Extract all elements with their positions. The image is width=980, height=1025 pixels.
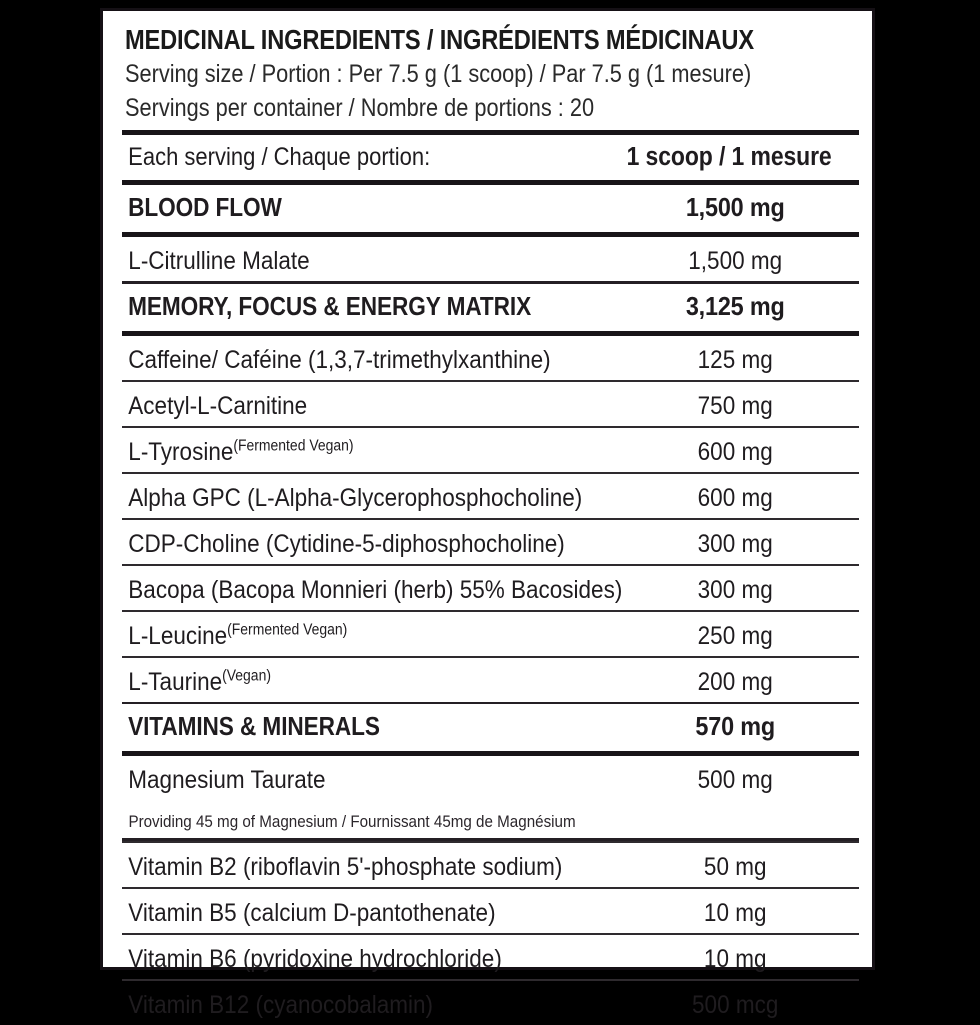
footnote-row xyxy=(122,800,859,838)
ingredient-name: L-Taurine$^{(Vegan)}$ xyxy=(128,667,271,696)
each-serving-amount: 1 scoop / 1 mesure xyxy=(626,143,832,172)
ingredient-row xyxy=(122,336,859,380)
section-name: MEMORY, FOCUS & ENERGY MATRIX xyxy=(128,290,532,321)
ingredient-row xyxy=(122,428,859,472)
ingredient-name: Acetyl-L-Carnitine xyxy=(128,391,308,420)
section-header-row xyxy=(122,704,859,746)
ingredient-name: Vitamin B2 (riboflavin 5'-phosphate sodium) xyxy=(128,852,563,881)
ingredient-qualifier: (Vegan) xyxy=(222,667,271,685)
ingredient-amount: 500 mg xyxy=(697,766,773,795)
section-amount: 1,500 mg xyxy=(685,192,785,223)
section-amount: 570 mg xyxy=(695,711,775,742)
ingredient-row xyxy=(122,612,859,656)
ingredient-row xyxy=(122,237,859,281)
ingredient-row xyxy=(122,658,859,702)
ingredient-row xyxy=(122,889,859,933)
section-header-row xyxy=(122,185,859,227)
ingredient-name: Magnesium Taurate xyxy=(128,766,326,795)
section-amount: 3,125 mg xyxy=(685,290,785,321)
ingredient-name: L-Leucine$^{(Fermented Vegan)}$ xyxy=(128,621,348,650)
ingredient-name: Caffeine/ Caféine (1,3,7-trimethylxanthine) xyxy=(128,345,551,374)
ingredient-amount: 10 mg xyxy=(703,944,767,973)
sections-container xyxy=(122,185,859,1025)
ingredient-qualifier: (Fermented Vegan) xyxy=(233,437,354,455)
serving-size-line: Serving size / Portion : Per 7.5 g (1 scoop) / Par 7.5 g (1 mesure) xyxy=(125,60,752,89)
ingredient-name: CDP-Choline (Cytidine-5-diphosphocholine) xyxy=(128,529,565,558)
ingredient-amount: 500 mcg xyxy=(692,990,779,1019)
ingredient-amount: 1,500 mg xyxy=(688,247,783,276)
panel-content xyxy=(122,24,859,1025)
section-header-row xyxy=(122,284,859,326)
ingredient-name: L-Tyrosine$^{(Fermented Vegan)}$ xyxy=(128,437,354,466)
ingredient-row xyxy=(122,843,859,887)
ingredient-name: Bacopa (Bacopa Monnieri (herb) 55% Bacosides) xyxy=(128,575,623,604)
ingredient-amount: 300 mg xyxy=(697,529,773,558)
ingredient-qualifier: (Fermented Vegan) xyxy=(227,621,348,639)
ingredient-row xyxy=(122,566,859,610)
footnote-text: Providing 45 mg of Magnesium / Fournissant 45mg de Magnésium xyxy=(128,813,576,832)
page-title: MEDICINAL INGREDIENTS / INGRÉDIENTS MÉDICINAUX xyxy=(125,24,754,55)
ingredient-name: Alpha GPC (L-Alpha-Glycerophosphocholine) xyxy=(128,483,583,512)
ingredient-row xyxy=(122,981,859,1025)
ingredient-amount: 600 mg xyxy=(697,483,773,512)
section-name: BLOOD FLOW xyxy=(128,192,282,223)
each-serving-label: Each serving / Chaque portion: xyxy=(128,143,431,172)
supplement-facts-panel xyxy=(100,8,875,1019)
ingredient-name: Vitamin B5 (calcium D-pantothenate) xyxy=(128,898,496,927)
section-name: VITAMINS & MINERALS xyxy=(128,711,380,742)
each-serving-row xyxy=(122,135,859,175)
ingredient-name: Vitamin B12 (cyanocobalamin) xyxy=(128,990,434,1019)
servings-per-container-line: Servings per container / Nombre de portions : 20 xyxy=(125,94,595,123)
ingredient-row xyxy=(122,520,859,564)
ingredient-row xyxy=(122,382,859,426)
ingredient-amount: 10 mg xyxy=(703,898,767,927)
ingredient-amount: 600 mg xyxy=(697,437,773,466)
ingredient-amount: 250 mg xyxy=(697,621,773,650)
ingredient-name: L-Citrulline Malate xyxy=(128,247,310,276)
ingredient-amount: 200 mg xyxy=(697,667,773,696)
ingredient-name: Vitamin B6 (pyridoxine hydrochloride) xyxy=(128,944,502,973)
ingredient-row xyxy=(122,756,859,800)
ingredient-amount: 750 mg xyxy=(697,391,773,420)
ingredient-amount: 50 mg xyxy=(703,852,767,881)
ingredient-amount: 300 mg xyxy=(697,575,773,604)
ingredient-row xyxy=(122,935,859,979)
ingredient-row xyxy=(122,474,859,518)
ingredient-amount: 125 mg xyxy=(697,345,773,374)
